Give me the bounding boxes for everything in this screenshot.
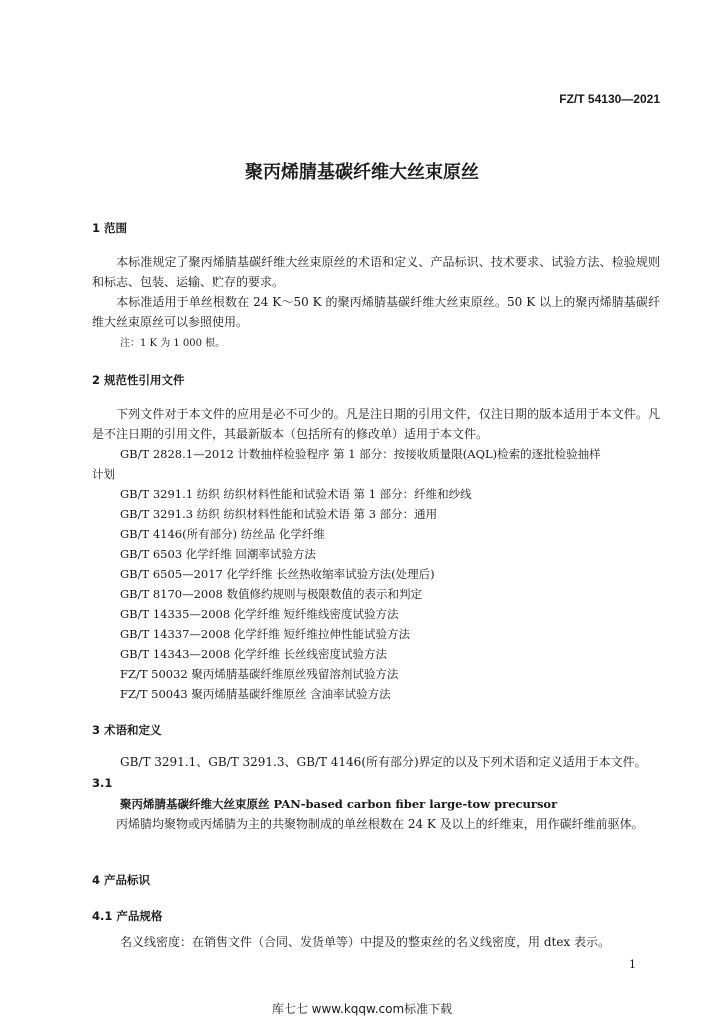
section-3-heading: 3 术语和定义	[92, 723, 162, 737]
reference-item: FZ/T 50032 聚丙烯腈基碳纤维原丝残留溶剂试验方法	[120, 667, 399, 681]
term-number: 3.1	[92, 776, 113, 790]
reference-item: GB/T 14343—2008 化学纤维 长丝线密度试验方法	[120, 647, 387, 661]
reference-item: GB/T 6503 化学纤维 回潮率试验方法	[120, 547, 316, 561]
page-number: 1	[629, 958, 636, 971]
section-4-1-para: 名义线密度：在销售文件（合同、发货单等）中提及的整束丝的名义线密度，用 dtex 表示。	[120, 935, 611, 949]
section-1-para-2-text: 本标准适用于单丝根数在 24 K～50 K 的聚丙烯腈基碳纤维大丝束原丝。50 K 以上的聚丙烯腈基碳纤维大丝束原丝可以参照使用。	[92, 295, 660, 329]
reference-item: GB/T 2828.1—2012 计数抽样检验程序 第 1 部分：按接收质量限(AQL)检索的逐批检验抽样	[120, 447, 601, 461]
section-1-para-2	[92, 292, 660, 332]
reference-item-continuation: 计划	[92, 467, 115, 481]
reference-item: GB/T 6505—2017 化学纤维 长丝热收缩率试验方法(处理后)	[120, 567, 435, 581]
section-2-heading: 2 规范性引用文件	[92, 373, 185, 387]
term-definition-text: 丙烯腈均聚物或丙烯腈为主的共聚物制成的单丝根数在 24 K 及以上的纤维束，用作碳纤维前驱体。	[116, 817, 644, 831]
section-4-1-heading: 4.1 产品规格	[92, 909, 163, 923]
footer-watermark: 库七七 www.kqqw.com标准下载	[271, 1002, 453, 1016]
document-title: 聚丙烯腈基碳纤维大丝束原丝	[245, 162, 479, 183]
section-3-intro: GB/T 3291.1、GB/T 3291.3、GB/T 4146(所有部分)界定的以及下列术语和定义适用于本文件。	[120, 755, 647, 769]
reference-item: FZ/T 50043 聚丙烯腈基碳纤维原丝 含油率试验方法	[120, 687, 391, 701]
section-1-para-1-text: 本标准规定了聚丙烯腈基碳纤维大丝束原丝的术语和定义、产品标识、技术要求、试验方法、检验规则和标志、包装、运输、贮存的要求。	[92, 255, 660, 289]
reference-item: GB/T 14335—2008 化学纤维 短纤维线密度试验方法	[120, 607, 399, 621]
term-title: 聚丙烯腈基碳纤维大丝束原丝 PAN-based carbon fiber large-tow precursor	[120, 797, 558, 811]
section-1-para-1	[92, 252, 660, 292]
reference-item: GB/T 8170—2008 数值修约规则与极限数值的表示和判定	[120, 587, 423, 601]
section-1-note: 注：1 K 为 1 000 根。	[120, 338, 226, 349]
section-2-intro	[92, 404, 660, 444]
reference-item: GB/T 14337—2008 化学纤维 短纤维拉伸性能试验方法	[120, 627, 410, 641]
reference-item: GB/T 3291.3 纺织 纺织材料性能和试验术语 第 3 部分：通用	[120, 507, 438, 521]
section-4-heading: 4 产品标识	[92, 873, 151, 887]
section-2-intro-text: 下列文件对于本文件的应用是必不可少的。凡是注日期的引用文件，仅注日期的版本适用于本文件。凡是不注日期的引用文件，其最新版本（包括所有的修改单）适用于本文件。	[92, 407, 660, 441]
reference-item: GB/T 4146(所有部分) 纺丝品 化学纤维	[120, 527, 325, 541]
term-definition	[92, 814, 660, 834]
reference-item: GB/T 3291.1 纺织 纺织材料性能和试验术语 第 1 部分：纤维和纱线	[120, 487, 472, 501]
standard-number: FZ/T 54130—2021	[559, 92, 660, 106]
section-1-heading: 1 范围	[92, 221, 128, 235]
